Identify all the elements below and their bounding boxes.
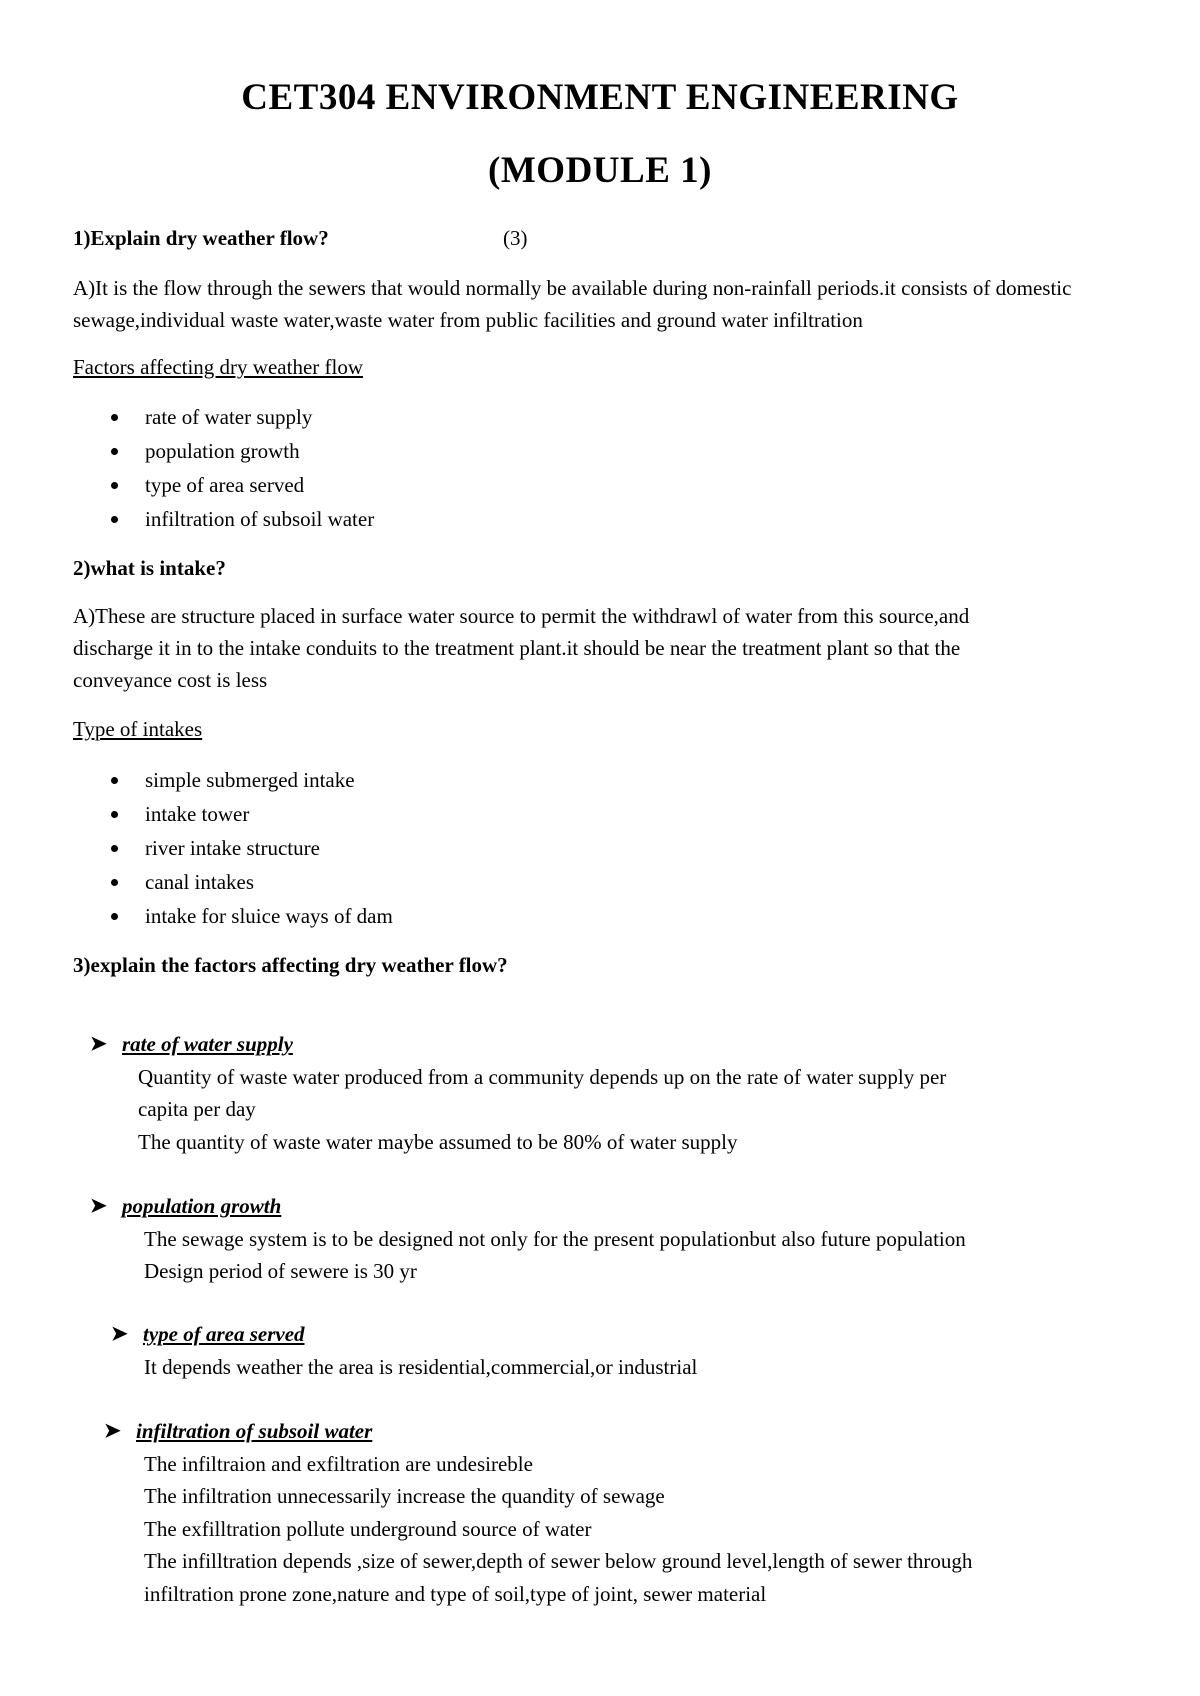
list-item <box>73 502 1140 536</box>
arrow-bullet-icon: ➤ <box>104 1420 121 1442</box>
factor-line: It depends weather the area is residential,commercial,or industrial <box>144 1354 698 1379</box>
list-item-text: rate of water supply <box>145 405 313 429</box>
factors-list <box>73 400 1140 536</box>
factor-line: The infilltration depends ,size of sewer,depth of sewer below ground level,length of sewer through <box>144 1549 973 1573</box>
list-item-text: canal intakes <box>145 870 255 894</box>
question-1-text <box>73 222 1140 254</box>
factor-line: The quantity of waste water maybe assumed to be 80% of water supply <box>138 1129 738 1154</box>
factor-body <box>90 1061 1140 1159</box>
list-item-text: type of area served <box>145 473 305 497</box>
list-item-text: simple submerged intake <box>145 768 355 792</box>
list-item <box>73 763 1140 797</box>
answer-2-line: A)These are structure placed in surface water source to permit the withdrawl of water from this source,and <box>73 604 970 628</box>
list-item-text: river intake structure <box>145 836 320 860</box>
bullet-icon <box>111 913 118 920</box>
bullet-icon <box>111 414 118 421</box>
factor-line: The infiltration unnecessarily increase the quandity of sewage <box>144 1484 665 1508</box>
factor-line: The infiltraion and exfiltration are undesireble <box>144 1451 533 1476</box>
question-1 <box>73 222 1140 254</box>
arrow-bullet-icon: ➤ <box>90 1195 107 1217</box>
factor-body <box>104 1448 1160 1611</box>
list-item <box>73 831 1140 865</box>
bullet-icon <box>111 448 118 455</box>
bullet-icon <box>111 516 118 523</box>
answer-2-line: discharge it in to the intake conduits to the treatment plant.it should be near the treatment plant so that the <box>73 636 961 660</box>
bullet-icon <box>111 777 118 784</box>
list-item <box>73 899 1140 933</box>
bullet-icon <box>111 811 118 818</box>
list-item <box>73 865 1140 899</box>
factor-line: Quantity of waste water produced from a community depends up on the rate of water supply per <box>138 1064 947 1089</box>
answer-1: A)It is the flow through the sewers that would normally be available during non-rainfall periods.it consists of domestic sewage,individual waste water,waste water from public facilities and ground water infiltration <box>73 276 1072 332</box>
list-item-text: intake tower <box>145 802 250 826</box>
question-2: 2)what is intake? <box>73 556 226 580</box>
question-1-label: 1)Explain dry weather flow? <box>73 226 329 250</box>
factor-infiltration-of-subsoil-water <box>104 1415 1160 1610</box>
list-item-text: infiltration of subsoil water <box>145 507 375 531</box>
answer-2 <box>73 600 1140 696</box>
module-title: (MODULE 1) <box>488 150 712 191</box>
factor-line: infiltration prone zone,nature and type of soil,type of joint, sewer material <box>144 1581 767 1606</box>
list-heading-factors <box>73 351 1140 383</box>
factor-population-growth <box>90 1190 1140 1288</box>
factor-line: capita per day <box>138 1097 256 1121</box>
factor-line: The sewage system is to be designed not only for the present populationbut also future population <box>144 1226 966 1251</box>
list-item <box>73 468 1140 502</box>
arrow-bullet-icon: ➤ <box>90 1033 107 1055</box>
factor-heading <box>90 1190 1140 1223</box>
factor-body <box>90 1223 1140 1288</box>
document-title: CET304 ENVIRONMENT ENGINEERING <box>241 77 959 118</box>
factor-heading <box>111 1318 1140 1351</box>
factor-heading <box>90 1028 1140 1061</box>
factor-type-of-area-served <box>111 1318 1140 1383</box>
factor-heading <box>104 1415 1160 1448</box>
list-item <box>73 400 1140 434</box>
factor-heading-text: population growth <box>122 1194 282 1218</box>
question-1-marks: (3) <box>503 226 528 250</box>
list-item-text: intake for sluice ways of dam <box>145 904 393 928</box>
intakes-list <box>73 763 1140 933</box>
arrow-bullet-icon: ➤ <box>111 1323 128 1345</box>
factor-line: The exfilltration pollute underground source of water <box>144 1516 592 1541</box>
factor-line: Design period of sewere is 30 yr <box>144 1259 417 1283</box>
question-3: 3)explain the factors affecting dry weather flow? <box>73 953 508 977</box>
bullet-icon <box>111 845 118 852</box>
answer-2-line: conveyance cost is less <box>73 668 268 692</box>
list-item-text: population growth <box>145 439 300 463</box>
factor-rate-of-water-supply <box>90 1028 1140 1158</box>
factor-heading-text: type of area served <box>143 1322 305 1346</box>
list-item <box>73 434 1140 468</box>
list-item <box>73 797 1140 831</box>
list-heading-factors-text: Factors affecting dry weather flow <box>73 355 364 379</box>
factor-heading-text: rate of water supply <box>122 1032 293 1056</box>
bullet-icon <box>111 879 118 886</box>
list-heading-intakes <box>73 713 1140 745</box>
factor-body <box>111 1351 1140 1384</box>
bullet-icon <box>111 482 118 489</box>
factor-heading-text: infiltration of subsoil water <box>136 1419 373 1443</box>
list-heading-intakes-text: Type of intakes <box>73 717 203 741</box>
